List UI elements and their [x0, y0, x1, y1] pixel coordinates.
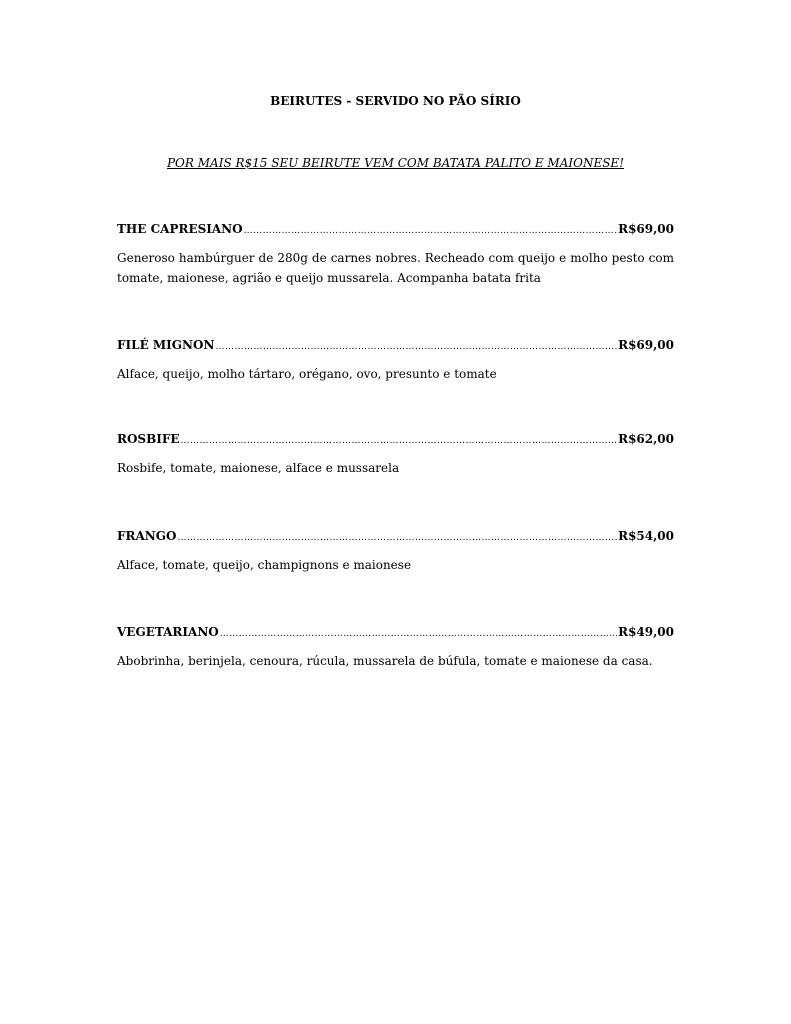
dot-leader [220, 629, 617, 639]
menu-item-header [117, 529, 674, 543]
menu-item-name: FRANGO [117, 529, 177, 543]
menu-item-description: Abobrinha, berinjela, cenoura, rúcula, mussarela de búfula, tomate e maionese da casa. [117, 654, 653, 668]
menu-subtitle: POR MAIS R$15 SEU BEIRUTE VEM COM BATATA PALITO E MAIONESE! [166, 156, 625, 170]
dot-leader [181, 436, 618, 446]
menu-item-price: R$62,00 [618, 432, 674, 446]
menu-item [117, 338, 674, 384]
menu-item-description: Rosbife, tomate, maionese, alface e mussarela [117, 461, 400, 475]
menu-item-price: R$54,00 [618, 529, 674, 543]
menu-item [117, 222, 674, 288]
menu-item-name: VEGETARIANO [117, 625, 219, 639]
menu-item-name: ROSBIFE [117, 432, 180, 446]
menu-item [117, 529, 674, 575]
menu-item-description: Generoso hambúrguer de 280g de carnes nobres. Recheado com queijo e molho pesto com tomate, maionese, agrião e queijo mussarela. Acompanha batata frita [117, 251, 674, 285]
menu-item-header [117, 432, 674, 446]
menu-item-price: R$49,00 [618, 625, 674, 639]
menu-item-description: Alface, tomate, queijo, champignons e maionese [117, 558, 412, 572]
menu-title: BEIRUTES - SERVIDO NO PÃO SÍRIO [270, 94, 521, 108]
menu-item-price: R$69,00 [618, 222, 674, 236]
menu-item-name: THE CAPRESIANO [117, 222, 243, 236]
menu-item-header [117, 338, 674, 352]
menu-item-header [117, 222, 674, 236]
menu-item [117, 625, 674, 671]
dot-leader [215, 342, 617, 352]
menu-item-header [117, 625, 674, 639]
menu-item-name: FILÉ MIGNON [117, 338, 215, 352]
dot-leader [177, 533, 617, 543]
menu-item-description: Alface, queijo, molho tártaro, orégano, ovo, presunto e tomate [117, 367, 497, 381]
menu-item-price: R$69,00 [618, 338, 674, 352]
menu-item [117, 432, 674, 478]
dot-leader [244, 226, 617, 236]
